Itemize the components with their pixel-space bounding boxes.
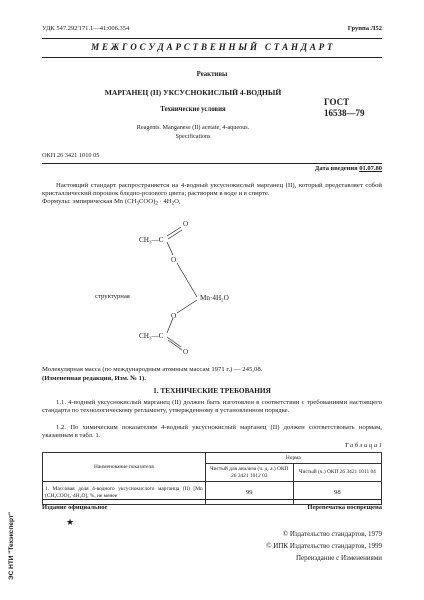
metal-hydrate: Mn·4H₂O: [200, 294, 229, 302]
paragraph-1-2: 1.2. По химическим показателям 4-водный уксуснокислый марганец (II) должен соответствовать нормам, указанным в табл. 1.: [42, 424, 382, 440]
title-english-1: Reagents. Manganese (II) acetate, 4-aqueous.: [136, 124, 250, 131]
title-name: МАРГАНЕЦ (II) УКСУСНОКИСЛЫЙ 4-ВОДНЫЙ: [104, 88, 282, 97]
col-a-header: Чистый для анализа (ч. д. а.) ОКП 26 3421 1012 03: [205, 464, 293, 482]
o-bottom: O: [183, 348, 189, 356]
copyright-3: Переиздание с Изменениями: [295, 554, 382, 562]
title-english-2: Specifications: [175, 133, 211, 140]
table-row: [43, 482, 382, 505]
copyright-2: © ИПК Издательство стандартов, 1999: [266, 542, 382, 550]
ch3-bottom: CH₃—C: [139, 332, 164, 340]
date-value: 01.07.80: [359, 165, 382, 172]
formula-label: Формулы: эмпирическая Mn (CH: [42, 198, 137, 205]
paragraph-1-1: 1.1. 4-водный уксуснокислый марганец (II) должен быть изготовлен в соответствии с требованиями настоящего стандарта по технологическому регламенту, утвержденному в установленном порядке.: [42, 399, 382, 415]
intro-paragraph: Настоящий стандарт распространяется на 4-водный уксуснокислый марганец (II), который представляет собой кристаллический порошок бледно-розового цвета; растворим в воде и в спирте.: [42, 182, 382, 198]
copyright-1: © Издательство стандартов, 1979: [282, 530, 382, 538]
title-subtitle: Технические условия: [160, 106, 226, 113]
row1-name: 1. Массовая доля 4-водного уксуснокислого марганца (II) [Mn (CH₃COO)₂·4H₂O], %, не менее: [43, 482, 206, 505]
o-top-link: O: [171, 256, 177, 264]
title-kind: Реактивы: [196, 71, 228, 78]
o-bottom-link: O: [171, 312, 177, 320]
o-top: O: [183, 220, 189, 228]
table-header-row: [43, 453, 382, 464]
official-edition: Издание официальное: [42, 504, 108, 511]
formula-end: O,: [174, 198, 181, 205]
date-label: Дата введения: [314, 165, 358, 172]
row1-value-a: 99: [205, 482, 293, 505]
gost-number: 16538—79: [324, 108, 365, 118]
okp-code: ОКП 26 3421 1010 05: [42, 152, 100, 159]
col-b-header: Чистый (ч.) ОКП 26 3421 1011 04: [293, 464, 381, 482]
formula-line: Формулы: эмпирическая Mn $(CH_3COO)_2 \cdot 4H_2O$,: [42, 198, 181, 207]
col-norm-header: Норма: [205, 453, 381, 464]
side-watermark: ЭС НТИ "Техэксперт": [8, 511, 15, 580]
star-icon: ★: [66, 517, 75, 527]
section-heading: 1. ТЕХНИЧЕСКИЕ ТРЕБОВАНИЯ: [153, 386, 271, 395]
group-code: Группа Л52: [347, 25, 382, 32]
molar-mass: Молекулярная масса (по международным атомным массам 1971 г.) — 245,08.: [42, 366, 263, 373]
bond-lines: [167, 227, 197, 350]
row1-value-b: 98: [293, 482, 381, 505]
gost-label: ГОСТ: [324, 97, 350, 107]
ch3-top: CH₃—C: [139, 236, 164, 244]
molar-edition: (Измененная редакция, Изм. № 1).: [42, 375, 146, 382]
reprint-forbidden: Перепечатка воспрещена: [307, 504, 382, 511]
formula-tail: · 4H: [157, 198, 172, 205]
col-name-header: Наименование показателя: [43, 453, 206, 482]
norms-table: [42, 452, 382, 505]
footer-rule: [42, 499, 382, 500]
formula-mid: COO): [138, 198, 156, 205]
standard-banner: М Е Ж Г О С У Д А Р С Т В Е Н Н Ы Й С Т А Н Д А Р Т: [91, 42, 333, 52]
structure-label: структурная: [95, 293, 130, 300]
udk-code: УДК 547.292'171.1—41:006.354: [42, 25, 130, 32]
table-caption: Т а б л и ц а 1: [344, 442, 382, 449]
